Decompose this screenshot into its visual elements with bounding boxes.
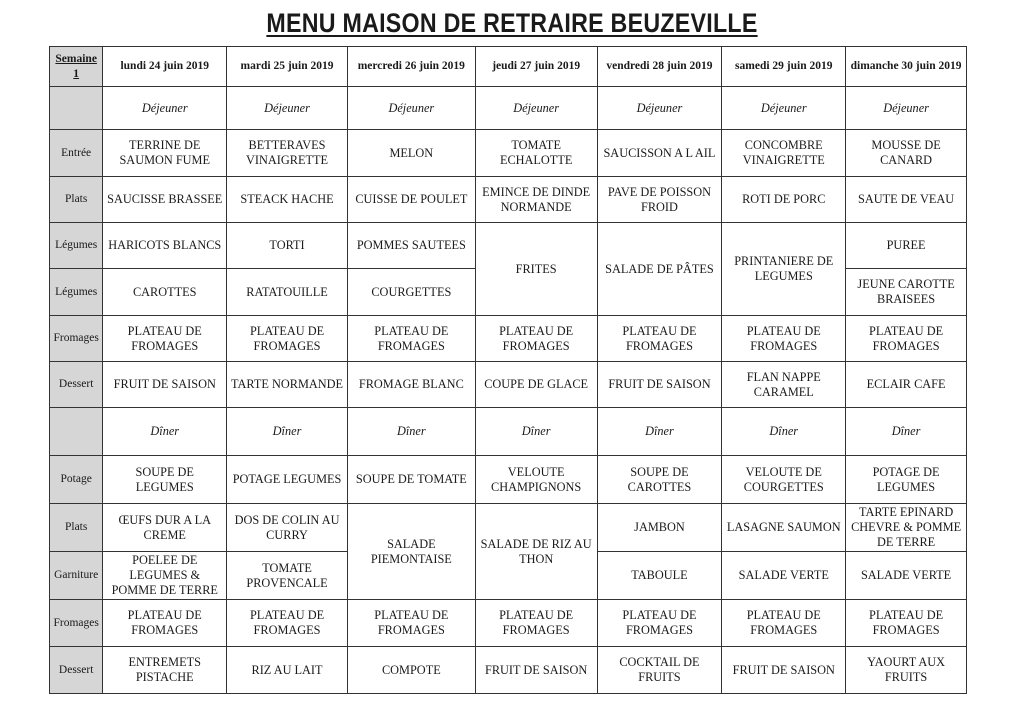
menu-cell: SAUCISSE BRASSEE [103, 177, 227, 223]
menu-cell: TERRINE DE SAUMON FUME [103, 130, 227, 177]
menu-cell: PLATEAU DE FROMAGES [475, 316, 597, 362]
menu-cell: TOMATE ECHALOTTE [475, 130, 597, 177]
menu-cell: PLATEAU DE FROMAGES [227, 316, 348, 362]
meal-label: Dîner [103, 408, 227, 456]
menu-cell: LASAGNE SAUMON [722, 504, 846, 552]
menu-cell: SALADE PIEMONTAISE [347, 504, 475, 600]
menu-cell: FRITES [475, 223, 597, 316]
menu-cell: COURGETTES [347, 269, 475, 316]
plats-diner-row [50, 504, 967, 552]
day-header: vendredi 28 juin 2019 [597, 47, 722, 87]
menu-cell: YAOURT AUX FRUITS [846, 647, 967, 694]
menu-cell: TOMATE PROVENCALE [227, 552, 348, 600]
week-label: Semaine 1 [50, 47, 103, 87]
menu-cell: SALADE VERTE [722, 552, 846, 600]
row-label: Potage [50, 456, 103, 504]
day-header: jeudi 27 juin 2019 [475, 47, 597, 87]
fromages-diner-row [50, 600, 967, 647]
menu-cell: PLATEAU DE FROMAGES [846, 316, 967, 362]
page-title: MENU MAISON DE RETRAIRE BEUZEVILLE [266, 8, 758, 38]
menu-cell: TORTI [227, 223, 348, 269]
menu-cell: PLATEAU DE FROMAGES [597, 600, 722, 647]
entree-row [50, 130, 967, 177]
meal-label: Déjeuner [722, 87, 846, 130]
meal-label: Dîner [347, 408, 475, 456]
day-header: samedi 29 juin 2019 [722, 47, 846, 87]
meal-label: Déjeuner [103, 87, 227, 130]
dinner-header-row [50, 408, 967, 456]
meal-label: Déjeuner [227, 87, 348, 130]
header-row [50, 47, 967, 87]
row-label-blank [50, 87, 103, 130]
menu-cell: PLATEAU DE FROMAGES [103, 600, 227, 647]
menu-cell: FLAN NAPPE CARAMEL [722, 362, 846, 408]
menu-cell: POTAGE DE LEGUMES [846, 456, 967, 504]
menu-cell: POTAGE LEGUMES [227, 456, 348, 504]
potage-row [50, 456, 967, 504]
menu-cell: FRUIT DE SAISON [103, 362, 227, 408]
day-header: dimanche 30 juin 2019 [846, 47, 967, 87]
menu-cell: VELOUTE DE COURGETTES [722, 456, 846, 504]
menu-cell: BETTERAVES VINAIGRETTE [227, 130, 348, 177]
day-header: lundi 24 juin 2019 [103, 47, 227, 87]
menu-cell: PLATEAU DE FROMAGES [103, 316, 227, 362]
row-label-blank [50, 408, 103, 456]
menu-cell: EMINCE DE DINDE NORMANDE [475, 177, 597, 223]
menu-cell: HARICOTS BLANCS [103, 223, 227, 269]
menu-cell: STEACK HACHE [227, 177, 348, 223]
menu-cell: ROTI DE PORC [722, 177, 846, 223]
menu-cell: PLATEAU DE FROMAGES [347, 316, 475, 362]
meal-label: Dîner [846, 408, 967, 456]
menu-cell: PLATEAU DE FROMAGES [846, 600, 967, 647]
menu-cell: PLATEAU DE FROMAGES [475, 600, 597, 647]
menu-cell: COMPOTE [347, 647, 475, 694]
meal-label: Déjeuner [597, 87, 722, 130]
menu-cell: SAUTE DE VEAU [846, 177, 967, 223]
menu-cell: PRINTANIERE DE LEGUMES [722, 223, 846, 316]
legumes-row-1 [50, 223, 967, 269]
menu-cell: TARTE EPINARD CHEVRE & POMME DE TERRE [846, 504, 967, 552]
menu-cell: POELEE DE LEGUMES & POMME DE TERRE [103, 552, 227, 600]
menu-cell: PLATEAU DE FROMAGES [347, 600, 475, 647]
fromages-row [50, 316, 967, 362]
menu-cell: MOUSSE DE CANARD [846, 130, 967, 177]
row-label: Garniture [50, 552, 103, 600]
menu-cell: TARTE NORMANDE [227, 362, 348, 408]
menu-cell: ŒUFS DUR A LA CREME [103, 504, 227, 552]
menu-cell: PUREE [846, 223, 967, 269]
row-label: Légumes [50, 223, 103, 269]
menu-cell: FROMAGE BLANC [347, 362, 475, 408]
menu-cell: SOUPE DE CAROTTES [597, 456, 722, 504]
menu-cell: PLATEAU DE FROMAGES [722, 600, 846, 647]
menu-cell: FRUIT DE SAISON [722, 647, 846, 694]
meal-label: Déjeuner [475, 87, 597, 130]
menu-cell: VELOUTE CHAMPIGNONS [475, 456, 597, 504]
day-header: mercredi 26 juin 2019 [347, 47, 475, 87]
menu-table [49, 46, 967, 694]
menu-cell: RATATOUILLE [227, 269, 348, 316]
menu-cell: SOUPE DE TOMATE [347, 456, 475, 504]
row-label: Dessert [50, 362, 103, 408]
plats-row [50, 177, 967, 223]
row-label: Fromages [50, 600, 103, 647]
menu-cell: SALADE DE RIZ AU THON [475, 504, 597, 600]
menu-cell: PLATEAU DE FROMAGES [597, 316, 722, 362]
day-header: mardi 25 juin 2019 [227, 47, 348, 87]
menu-cell: FRUIT DE SAISON [597, 362, 722, 408]
menu-cell: COUPE DE GLACE [475, 362, 597, 408]
meal-label: Déjeuner [347, 87, 475, 130]
meal-label: Dîner [597, 408, 722, 456]
row-label: Fromages [50, 316, 103, 362]
meal-label: Dîner [227, 408, 348, 456]
menu-cell: SALADE VERTE [846, 552, 967, 600]
menu-cell: CAROTTES [103, 269, 227, 316]
dessert-diner-row [50, 647, 967, 694]
menu-cell: JAMBON [597, 504, 722, 552]
menu-cell: ECLAIR CAFE [846, 362, 967, 408]
row-label: Plats [50, 504, 103, 552]
row-label: Légumes [50, 269, 103, 316]
menu-cell: PAVE DE POISSON FROID [597, 177, 722, 223]
menu-cell: CUISSE DE POULET [347, 177, 475, 223]
menu-cell: RIZ AU LAIT [227, 647, 348, 694]
meal-label: Dîner [722, 408, 846, 456]
menu-cell: TABOULE [597, 552, 722, 600]
menu-cell: ENTREMETS PISTACHE [103, 647, 227, 694]
menu-cell: MELON [347, 130, 475, 177]
lunch-header-row [50, 87, 967, 130]
menu-cell: CONCOMBRE VINAIGRETTE [722, 130, 846, 177]
meal-label: Déjeuner [846, 87, 967, 130]
menu-cell: SAUCISSON A L AIL [597, 130, 722, 177]
meal-label: Dîner [475, 408, 597, 456]
menu-cell: COCKTAIL DE FRUITS [597, 647, 722, 694]
menu-cell: POMMES SAUTEES [347, 223, 475, 269]
row-label: Entrée [50, 130, 103, 177]
menu-cell: FRUIT DE SAISON [475, 647, 597, 694]
menu-cell: PLATEAU DE FROMAGES [722, 316, 846, 362]
menu-cell: SOUPE DE LEGUMES [103, 456, 227, 504]
menu-cell: JEUNE CAROTTE BRAISEES [846, 269, 967, 316]
row-label: Plats [50, 177, 103, 223]
menu-cell: DOS DE COLIN AU CURRY [227, 504, 348, 552]
menu-cell: PLATEAU DE FROMAGES [227, 600, 348, 647]
dessert-row [50, 362, 967, 408]
row-label: Dessert [50, 647, 103, 694]
menu-cell: SALADE DE PÂTES [597, 223, 722, 316]
